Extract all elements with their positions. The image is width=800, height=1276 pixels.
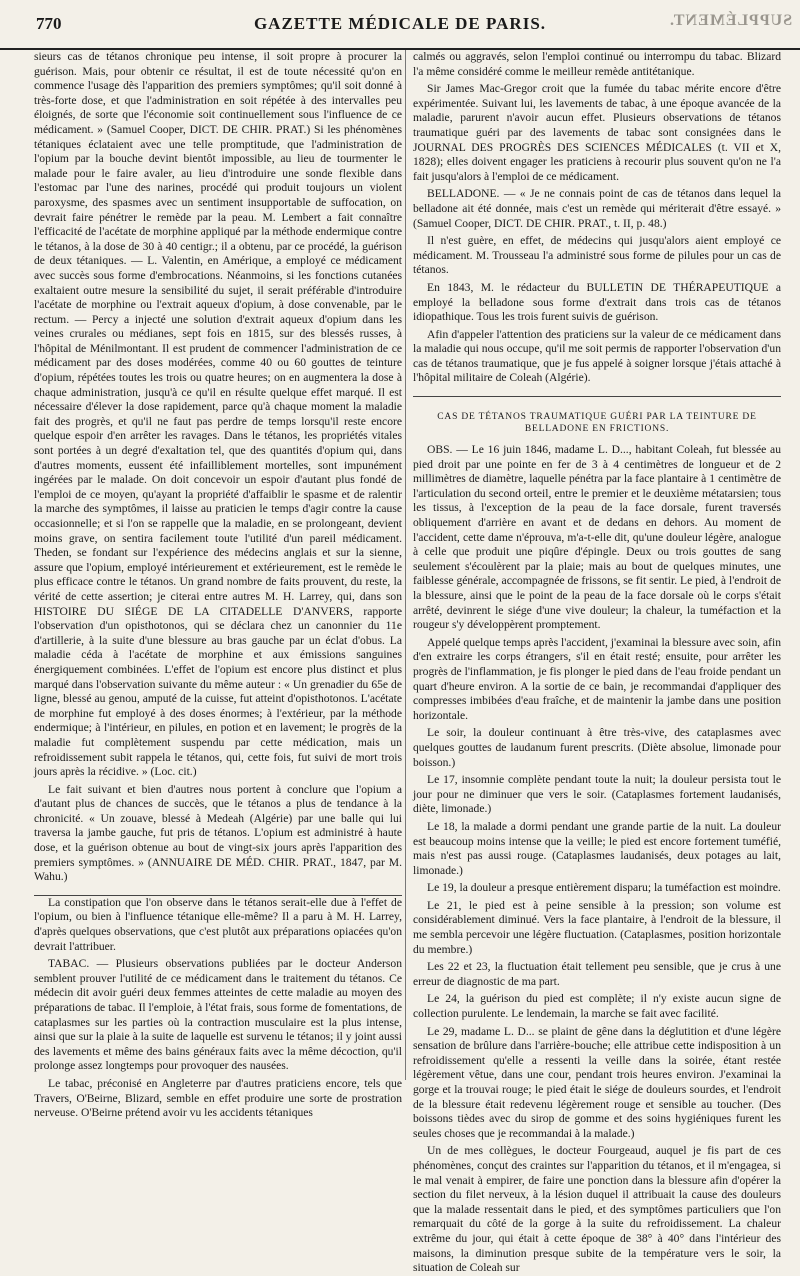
paragraph: La constipation que l'on observe dans le tétanos serait-elle due à l'effet de l'opium, ou bien à l'influence tétanique elle-même? Il a paru à M. H. Larrey, d'après quelques observations, que c'est plutôt aux préparations opiacées qu'on devrait l'attribuer. [34,895,402,953]
section-title: CAS DE TÉTANOS TRAUMATIQUE GUÉRI PAR LA TEINTURE DE BELLADONE EN FRICTIONS. [437,412,757,435]
paragraph: Sir James Mac-Gregor croit que la fumée du tabac mérite encore d'être expérimentée. Suivant lui, les lavements de tabac, à une époque avancée de la maladie, parurent n'avoir aucun effet. Plusieurs observations de tétanos traumatique guéri par des lavements de tabac sont consignées dans le JOURNAL DES PROGRÈS DES SCIENCES MÉDICALES (t. VII et X, 1828); elles doivent engager les praticiens à recourir plus souvent qu'on ne l'a fait jusqu'alors à l'emploi de ce médicament. [413,82,781,183]
paragraph: Le tabac, préconisé en Angleterre par d'autres praticiens encore, tels que Travers, O'Beirne, Blizard, semble en effet produire une sorte de prostration nerveuse. O'Beirne prétend avoir vu les accidents tétaniques [34,1076,402,1120]
paragraph: OBS. — Le 16 juin 1846, madame L. D..., habitant Coleah, fut blessée au pied droit par une pointe en fer de 3 à 4 centimètres de longueur et de 2 millimètres de diamètre, laquelle pénétra par la face plantaire à 1 centimètre de l'articulation du second orteil, entre le premier et le deuxième métatarsien; tous les tissus, à l'exception de la peau de la face dorsale, furent traversés obliquement d'arrière en avant et de dedans en dehors. Au moment de l'accident, cette dame n'éprouva, m'a-t-elle dit, qu'une douleur légère, analogue à celle que produit une piqûre d'épingle. Deux ou trois gouttes de sang seulement s'écoulèrent par la plaie; mais au bout de quelques minutes, une faiblesse générale, accompagnée de frissons, se fit sentir. Le pied, à l'endroit de la blessure, ainsi que le point de la peau de la face dorsale où le corps s'était arrêté, devinrent le siége d'une vive douleur; la chaleur, la tuméfaction et la rougeur s'y développèrent promptement. [413,443,781,632]
paragraph: Les 22 et 23, la fluctuation était tellement peu sensible, que je crus à une erreur de diagnostic de ma part. [413,960,781,988]
paragraph: sieurs cas de tétanos chronique peu intense, il soit propre à procurer la guérison. Mais, pour obtenir ce résultat, il est de toute nécessité qu'on en commence l'usage dès l'apparition des premiers symptômes; qu'il soit donné à très-forte dose, et que l'administration en soit répétée à des intervalles peu éloignés, de sorte que l'économie soit continuellement sous l'influence de ce médicament. » (Samuel Cooper, DICT. DE CHIR. PRAT.) Si les phénomènes tétaniques éclataient avec une telle promptitude, que l'administration de l'opium par la bouche devint bientôt impossible, au lieu de tourmenter le malade pour le faire avaler, au lieu d'introduire une sonde flexible dans l'estomac par l'une des narines, procédé qui produit toujours un violent paroxysme, des spasmes avec un sentiment insupportable de suffocation, on devrait faire pénétrer le remède par la peau. M. Lembert a fait connaître l'efficacité de l'acétate de morphine appliqué par la méthode endermique contre le tétanos, à la dose de 30 à 40 centigr.; il a obtenu, par ce procédé, la guérison de deux tétaniques. — L. Valentin, en Amérique, a employé ce médicament avec succès sous forme d'embrocations. Néanmoins, si les fonctions cutanées exaltaient outre mesure la sensibilité du sujet, il serait préférable d'introduire l'acétate de morphine ou l'extrait aqueux d'opium, à dose convenable, par le rectum. — Percy a injecté une solution d'extrait aqueux d'opium dans les veines crurales ou médianes, sept fois en 1815, sur des blessés russes, à l'hôpital de Ménilmontant. Il est prudent de commencer l'administration de ce médicament par des doses modérées, comme 40 ou 60 gouttes de teinture d'opium, répétées toutes les trois ou quatre heures; on en augmentera la dose à chaque administration, jusqu'à ce qu'il en résulte quelque effet marqué. Il est nécessaire d'élever la dose rapidement, parce qu'à chaque moment la maladie fait des progrès, et qu'il ne faut pas perdre de temps lorsqu'il reste encore quelque espoir d'en arrêter les ravages. Dans le tétanos, les propriétés vitales sont portées à un degré d'exaltation tel, que des quantités d'opium qui, dans d'autres moments, eussent été infailliblement mortelles, sont impunément ingérées par le malade. On doit concevoir un espoir d'autant plus fondé de l'emploi de ce moyen, qu'ayant la propriété d'affaiblir le spasme et de ralentir la marche des symptômes, il laisse au praticien le temps d'agir contre la cause occasionnelle; et si l'on se rappelle que la maladie, en se prolongeant, devient moins grave, on sentira facilement toute l'utilité d'un pareil médicament. Theden, se fondant sur l'expérience des médecins anglais et sur la sienne, assure que l'opium, employé intérieurement et extérieurement, est le remède le plus efficace contre le tétanos. Un grand nombre de faits prouvent, du reste, la vérité de cette assertion; je citerai entre autres M. H. Larrey, qui, dans son HISTOIRE DU SIÉGE DE LA CITADELLE D'ANVERS, rapporte l'observation d'un opisthotonos, qui se déclara chez un canonnier du 11e d'artillerie, à la suite d'une blessure au bras gauche par un éclat d'obus. La maladie céda à l'acétate de morphine et aux émissions sanguines énergiquement combinées. L'effet de l'opium est encore plus distinct et plus marqué dans l'observation suivante du même auteur : « Un grenadier du 65e de ligne, blessé au genou, amputé de la cuisse, fut atteint d'opisthotonos. L'acétate de morphine fut employé à des doses énormes; à l'extérieur, par la méthode endermique; à l'intérieur, en pilules, en potion et en lavement; le progrès de la maladie fut complètement suspendu par cette médication, mais un refroidissement subit rappela le tétanos, qui, cette fois, fut suivi de mort trois jours après la récidive. » (Loc. cit.) [34,50,402,779]
page-number: 770 [36,14,62,33]
paragraph: BELLADONE. — « Je ne connais point de cas de tétanos dans lequel la belladone ait été donnée, mais c'est un remède qui mériterait d'être essayé. » (Samuel Cooper, DICT. DE CHIR. PRAT., t. II, p. 48.) [413,187,781,230]
divider [413,396,781,397]
paragraph: Le 17, insomnie complète pendant toute la nuit; la douleur persista tout le jour pour ne diminuer que vers le soir. (Cataplasmes fortement laudanisés, diète, limonade.) [413,773,781,816]
paragraph: Le soir, la douleur continuant à être très-vive, des cataplasmes avec quelques gouttes de laudanum furent prescrits. (Diète absolue, limonade pour boisson.) [413,726,781,769]
right-column [413,50,781,1275]
masthead-title: GAZETTE MÉDICALE DE PARIS. [253,14,547,33]
paragraph: Le 18, la malade a dormi pendant une grande partie de la nuit. La douleur est beaucoup moins intense que la veille; le pied est encore fortement tuméfié, mais n'est pas aussi rouge. (Cataplasmes laudanisés, deux potages au lait, limonade.) [413,819,781,877]
column-rule [405,50,406,1080]
paragraph: Afin d'appeler l'attention des praticiens sur la valeur de ce médicament dans la maladie qui nous occupe, qu'il me soit permis de rapporter l'observation d'un cas de tétanos traumatique, que je fus appelé à soigner lorsque j'étais attaché à l'hôpital militaire de Coleah (Algérie). [413,327,781,385]
page-header [0,12,800,50]
paragraph: Le 24, la guérison du pied est complète; il n'y existe aucun signe de collection purulente. Le lendemain, la marche se fait avec facilité. [413,992,781,1021]
paragraph: Un de mes collègues, le docteur Fourgeaud, auquel je fis part de ces phénomènes, conçut des craintes sur l'apparition du tétanos, et il m'engagea, si le mal venait à empirer, de faire une ponction dans la blessure afin d'opérer la section du filet nerveux, à la lésion duquel il attribuait la cause des douleurs que la malade ressentait dans le pied, et des symptômes particuliers que l'on remarquait du côté de la gorge à la suite du refroidissement. La chaleur extrême du jour, qui était à cette époque de 38° à 40° dans l'intérieur des maisons, la diminution presque subite de la température vers le soir, la situation de Coleah sur [413,1144,781,1275]
left-column [34,50,402,1120]
paragraph: Le 21, le pied est à peine sensible à la pression; son volume est considérablement diminué. Vers la face plantaire, à l'endroit de la blessure, il me sembla percevoir une légère fluctuation. (Cataplasmes, position horizontale du membre.) [413,898,781,956]
paragraph: Le fait suivant et bien d'autres nous portent à conclure que l'opium a d'autant plus de chances de succès, que le tétanos a plus de tendance à la chronicité. « Un zouave, blessé à Medeah (Algérie) par une balle qui lui traversa la jambe gauche, fut pris de tétanos. L'opium est administré à haute dose, et la guérison obtenue au bout de vingt-six jours après l'apparition des premiers symptômes. » (ANNUAIRE DE MÉD. CHIR. PRAT., 1847, par M. Wahu.) [34,782,402,884]
paragraph: calmés ou aggravés, selon l'emploi continué ou interrompu du tabac. Blizard l'a même considéré comme le meilleur remède antitétanique. [413,50,781,78]
bleed-through-text: SUPPLÉMENT. [668,12,792,29]
paragraph: En 1843, M. le rédacteur du BULLETIN DE THÉRAPEUTIQUE a employé la belladone sous forme d'extrait dans trois cas de tétanos idiopathique. Tous les trois furent suivis de guérison. [413,280,781,324]
paragraph: Appelé quelque temps après l'accident, j'examinai la blessure avec soin, afin d'en extraire les corps étrangers, s'il en était resté; ensuite, pour arrêter les progrès de l'inflammation, je fis plonger le pied dans de l'eau froide pendant un quart d'heure environ. A la sortie de ce bain, je recommandai d'appliquer des compresses imbibées d'eau fraîche, et de maintenir la jambe dans une position horizontale. [413,635,781,722]
paragraph: Le 19, la douleur a presque entièrement disparu; la tuméfaction est moindre. [427,881,781,895]
paragraph: Le 29, madame L. D... se plaint de gêne dans la déglutition et d'une légère sensation de brûlure dans l'arrière-bouche; elle attribue cette indisposition à un refroidissement qu'elle a ressenti la veille dans la soirée, étant restée légèrement vêtue, dans une cour, pendant trois heures environ. J'examinai la gorge et la trouvai rouge; le pied était le siége de douleurs sourdes, et l'endroit de la blessure était redevenu légèrement rouge et sensible au toucher. (Des boissons tièdes avec du sirop de gomme et des soins hygiéniques furent les seules choses que je recommandai à la malade.) [413,1024,781,1140]
paragraph: TABAC. — Plusieurs observations publiées par le docteur Anderson semblent prouver l'utilité de ce médicament dans le traitement du tétanos. Ce médecin dit avoir guéri deux femmes atteintes de cette maladie au moyen des préparations de tabac. Il l'emploie, à l'état frais, sous forme de fomentations, de cataplasmes sur les parties où la contraction musculaire est la plus intense, ainsi que sur la plaie à la suite de laquelle est survenu le tétanos; il y joint aussi des lavements et même des bains généraux faits avec la même décoction, qu'il prolonge assez longtemps pour provoquer des nausées. [34,957,402,1073]
paragraph: Il n'est guère, en effet, de médecins qui jusqu'alors aient employé ce médicament. M. Trousseau l'a administré sous forme de pilules pour un cas de tétanos. [413,234,781,277]
